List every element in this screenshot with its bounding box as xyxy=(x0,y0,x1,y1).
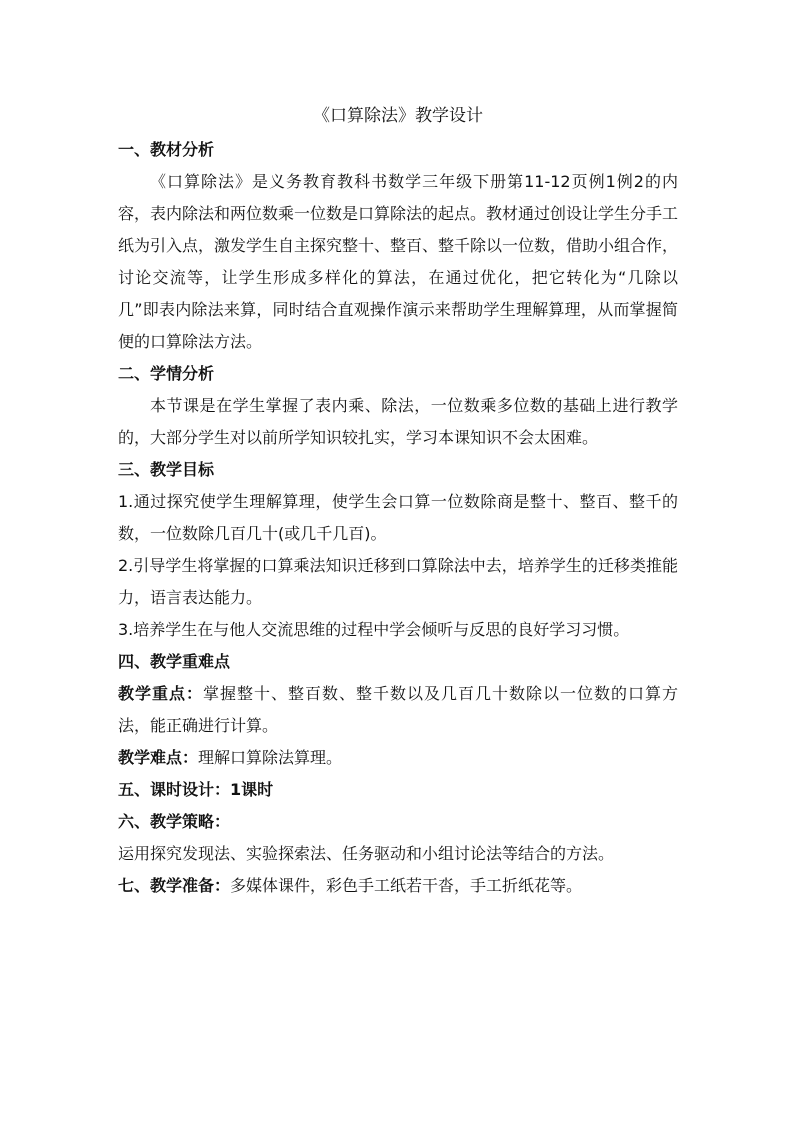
section-heading-textbook-analysis: 一、教材分析 xyxy=(118,140,215,159)
student-analysis-paragraph: 本节课是在学生掌握了表内乘、除法，一位数乘多位数的基础上进行教学的，大部分学生对以前所学知识较扎实，学习本课知识不会太困难。 xyxy=(118,396,678,447)
document-title: 《口算除法》教学设计 xyxy=(313,106,483,126)
teaching-goal-2: 2.引导学生将掌握的口算乘法知识迁移到口算除法中去，培养学生的迁移类推能力，语言表达能力。 xyxy=(118,556,678,607)
section-heading-class-hours: 五、课时设计：1课时 xyxy=(118,780,274,799)
key-point-label: 教学重点： xyxy=(118,684,203,703)
section-heading-key-difficult-points: 四、教学重难点 xyxy=(118,652,231,671)
teaching-goal-3: 3.培养学生在与他人交流思维的过程中学会倾听与反思的良好学习习惯。 xyxy=(118,620,630,639)
document-body xyxy=(118,102,678,902)
teaching-preparation-text: 多媒体课件，彩色手工纸若干沓，手工折纸花等。 xyxy=(230,876,583,895)
difficult-point-text: 理解口算除法算理。 xyxy=(198,748,343,767)
difficult-point-line xyxy=(118,742,678,774)
textbook-analysis-paragraph: 《口算除法》是义务教育教科书数学三年级下册第11-12页例1例2的内容，表内除法和两位数乘一位数是口算除法的起点。教材通过创设让学生分手工纸为引入点，激发学生自主探究整十、整百、整千除以一位数，借助小组合作，讨论交流等，让学生形成多样化的算法，在通过优化，把它转化为“几除以几”即表内除法来算，同时结合直观操作演示来帮助学生理解算理，从而掌握简便的口算除法方法。 xyxy=(118,172,679,351)
teaching-goal-1: 1.通过探究使学生理解算理，使学生会口算一位数除商是整十、整百、整千的数，一位数除几百几十(或几千几百)。 xyxy=(118,492,678,543)
key-point-line xyxy=(118,678,678,742)
difficult-point-label: 教学难点： xyxy=(118,748,199,767)
key-point-text: 掌握整十、整百数、整千数以及几百几十数除以一位数的口算方法，能正确进行计算。 xyxy=(118,684,678,735)
section-heading-teaching-strategy: 六、教学策略： xyxy=(118,812,231,831)
section-heading-student-analysis: 二、学情分析 xyxy=(118,364,215,383)
teaching-preparation-label: 七、教学准备： xyxy=(118,876,231,895)
section-heading-teaching-goals: 三、教学目标 xyxy=(118,460,215,479)
teaching-preparation-line xyxy=(118,870,678,902)
teaching-strategy-text: 运用探究发现法、实验探索法、任务驱动和小组讨论法等结合的方法。 xyxy=(118,844,615,863)
